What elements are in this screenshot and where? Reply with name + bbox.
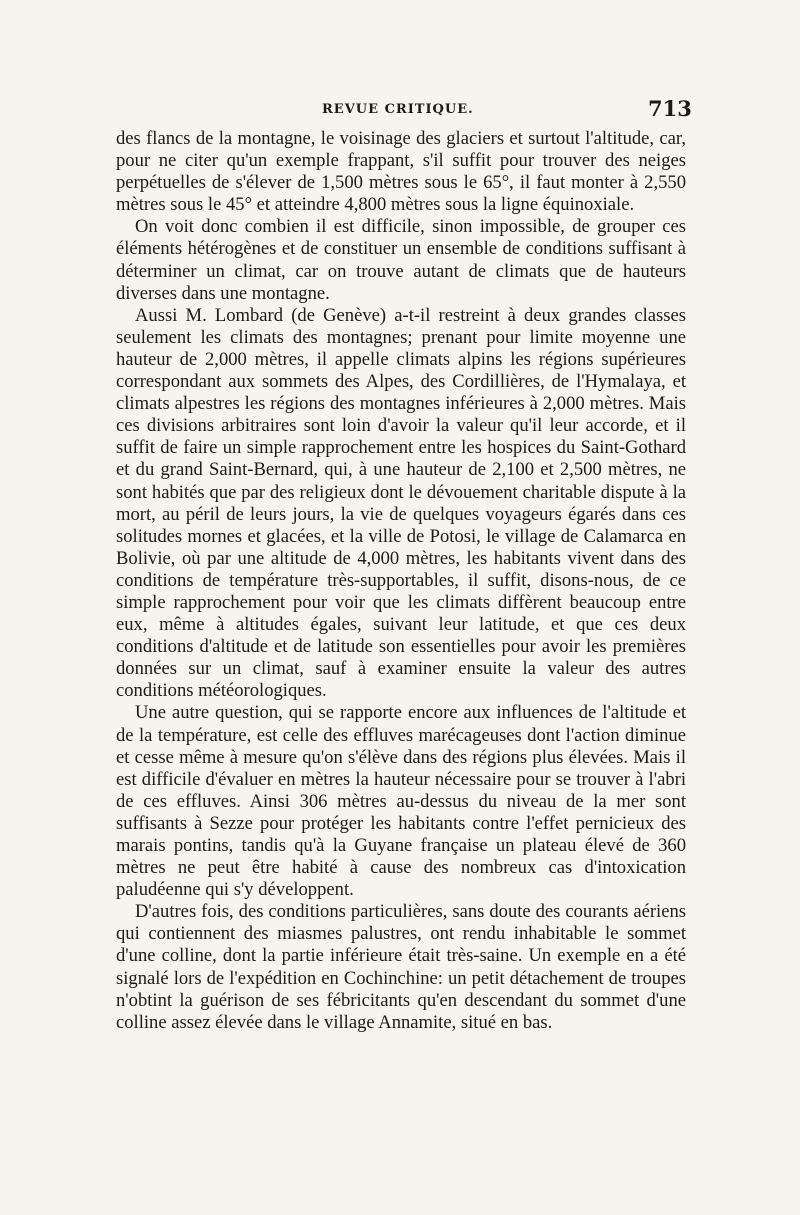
page-number: 713: [648, 96, 692, 121]
running-title: REVUE CRITIQUE.: [322, 102, 474, 117]
body-text: [116, 128, 686, 1034]
paragraph-4: Une autre question, qui se rapporte encore aux influences de l'altitude et de la température, est celle des effluves marécageuses dont l'action diminue et cesse même à mesure qu'on s'élève dans des régions plus élevées. Mais il est difficile d'évaluer en mètres la hauteur nécessaire pour se trouver à l'abri de ces effluves. Ainsi 306 mètres au-dessus du niveau de la mer sont suffisants à Sezze pour protéger les habitants contre l'effet pernicieux des marais pontins, tandis qu'à la Guyane française un plateau élevé de 360 mètres ne peut être habité à cause des nombreux cas d'intoxication paludéenne qui s'y développent.: [116, 702, 686, 901]
running-head: [0, 96, 800, 126]
paragraph-3: Aussi M. Lombard (de Genève) a-t-il restreint à deux grandes classes seulement les climats des montagnes; prenant pour limite moyenne une hauteur de 2,000 mètres, il appelle climats alpins les régions supérieures correspondant aux sommets des Alpes, des Cordillières, de l'Hymalaya, et climats alpestres les régions des montagnes inférieures à 2,000 mètres. Mais ces divisions arbitraires sont loin d'avoir la valeur qu'il leur accorde, et il suffit de faire un simple rapprochement entre les hospices du Saint-Gothard et du grand Saint-Bernard, qui, à une hauteur de 2,100 et 2,500 mètres, ne sont habités que par des religieux dont le dévouement charitable dispute à la mort, au péril de leurs jours, la vie de quelques voyageurs égarés dans ces solitudes mornes et glacées, et la ville de Potosi, le village de Calamarca en Bolivie, où par une altitude de 4,000 mètres, les habitants vivent dans des conditions de température très-supportables, il suffit, disons-nous, de ce simple rapprochement pour voir que les climats diffèrent beaucoup entre eux, même à altitudes égales, suivant leur latitude, et que ces deux conditions d'altitude et de latitude son essentielles pour avoir les premières données sur un climat, sauf à examiner ensuite la valeur des autres conditions météorologiques.: [116, 304, 686, 702]
paragraph-1: des flancs de la montagne, le voisinage des glaciers et surtout l'altitude, car, pour ne citer qu'un exemple frappant, s'il suffit pour trouver des neiges perpétuelles de s'élever de 1,500 mètres sous le 65°, il faut monter à 2,550 mètres sous le 45° et atteindre 4,800 mètres sous la ligne équinoxiale.: [116, 128, 686, 216]
paragraph-5: D'autres fois, des conditions particulières, sans doute des courants aériens qui contiennent des miasmes palustres, ont rendu inhabitable le sommet d'une colline, dont la partie inférieure était très-saine. Un exemple en a été signalé lors de l'expédition en Cochinchine: un petit détachement de troupes n'obtint la guérison de ses fébricitants qu'en descendant du sommet d'une colline assez élevée dans le village Annamite, situé en bas.: [116, 901, 686, 1033]
paragraph-2: On voit donc combien il est difficile, sinon impossible, de grouper ces éléments hétérogènes et de constituer un ensemble de conditions suffisant à déterminer un climat, car on trouve autant de climats que de hauteurs diverses dans une montagne.: [116, 216, 686, 304]
